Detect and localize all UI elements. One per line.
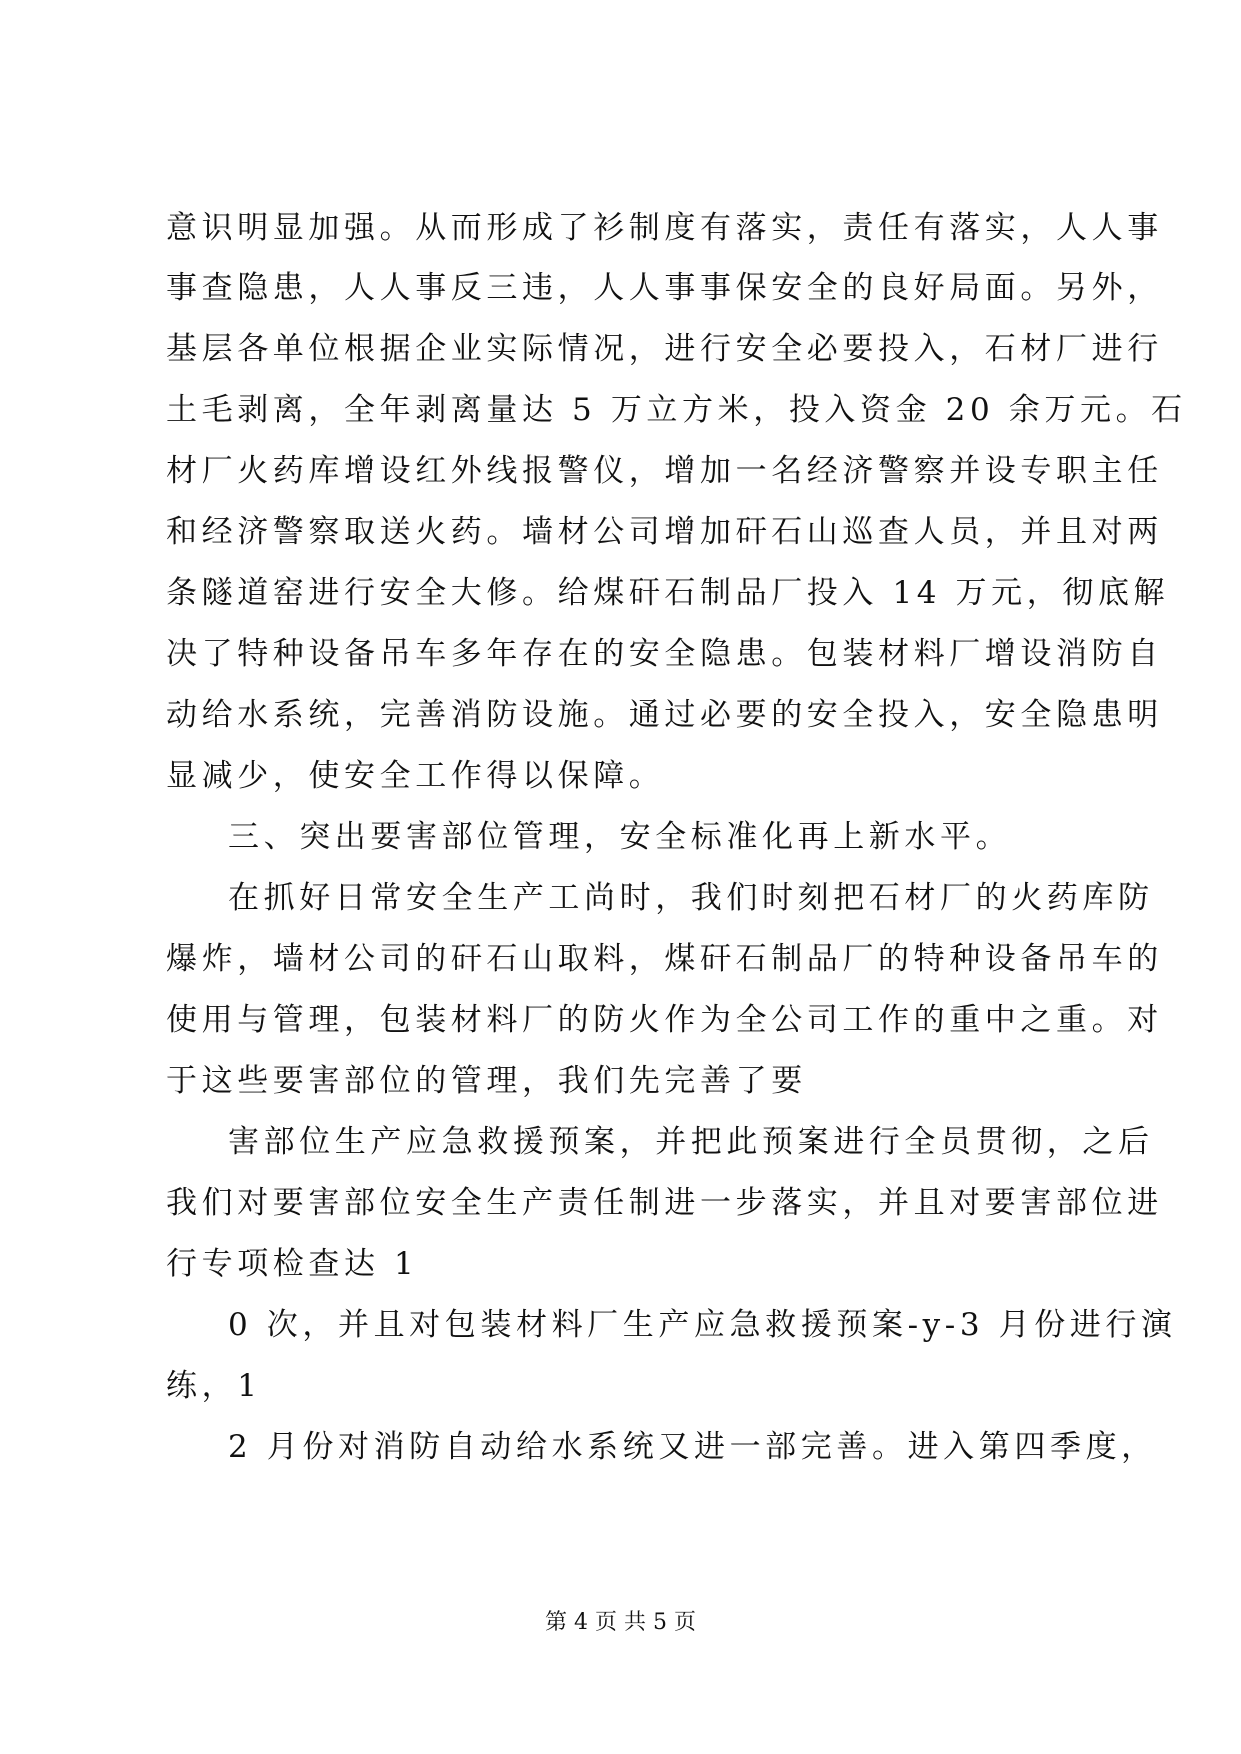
text-line: 决了特种设备吊车多年存在的安全隐患。包装材料厂增设消防自 [166, 636, 1163, 672]
text-line: 2 月份对消防自动给水系统又进一部完善。进入第四季度， [228, 1429, 1157, 1465]
text-line: 意识明显加强。从而形成了衫制度有落实，责任有落实，人人事 [166, 210, 1163, 246]
text-line: 条隧道窑进行安全大修。给煤矸石制品厂投入 14 万元，彻底解 [166, 575, 1170, 611]
text-line: 事查隐患，人人事反三违，人人事事保安全的良好局面。另外， [166, 270, 1163, 306]
section-heading: 三、突出要害部位管理，安全标准化再上新水平。 [228, 819, 1012, 855]
text-line: 显减少，使安全工作得以保障。 [166, 758, 665, 794]
text-line: 土毛剥离，全年剥离量达 5 万立方米，投入资金 20 余万元。石 [166, 392, 1187, 428]
text-line: 我们对要害部位安全生产责任制进一步落实，并且对要害部位进 [166, 1185, 1163, 1221]
text-line: 爆炸，墙材公司的矸石山取料，煤矸石制品厂的特种设备吊车的 [166, 941, 1163, 977]
text-line: 害部位生产应急救援预案，并把此预案进行全员贯彻，之后 [228, 1124, 1154, 1160]
text-line: 0 次，并且对包装材料厂生产应急救援预案-y-3 月份进行演 [228, 1307, 1177, 1343]
text-line: 练，1 [166, 1368, 262, 1404]
text-line: 材厂火药库增设红外线报警仪，增加一名经济警察并设专职主任 [166, 453, 1163, 489]
text-line: 和经济警察取送火药。墙材公司增加矸石山巡查人员，并且对两 [166, 514, 1163, 550]
text-line: 在抓好日常安全生产工尚时，我们时刻把石材厂的火药库防 [228, 880, 1154, 916]
page-footer: 第 4 页 共 5 页 [545, 1610, 696, 1635]
text-line: 动给水系统，完善消防设施。通过必要的安全投入，安全隐患明 [166, 697, 1163, 733]
text-line: 于这些要害部位的管理，我们先完善了要 [166, 1063, 807, 1099]
text-line: 使用与管理，包装材料厂的防火作为全公司工作的重中之重。对 [166, 1002, 1163, 1038]
text-line: 基层各单位根据企业实际情况，进行安全必要投入，石材厂进行 [166, 331, 1163, 367]
text-line: 行专项检查达 1 [166, 1246, 419, 1282]
